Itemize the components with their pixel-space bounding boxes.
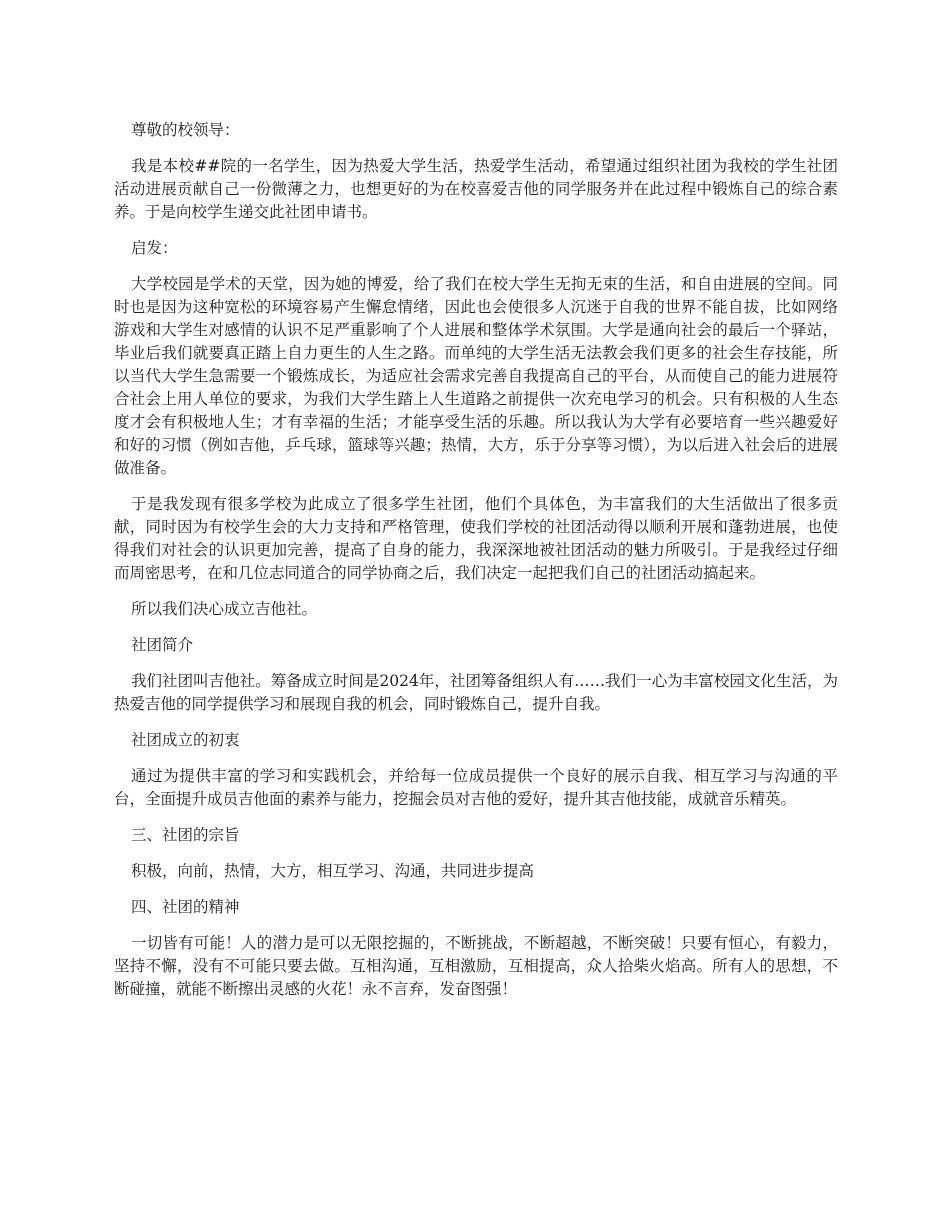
- inspiration-heading: 启发：: [131, 239, 178, 257]
- club-intro-heading: 社团简介: [131, 636, 194, 654]
- club-intro-paragraph: 我们社团叫吉他社。筹备成立时间是2024年，社团筹备组织人有……我们一心为丰富校园文化生活，为热爱吉他的同学提供学习和展现自我的机会，同时锻炼自己，提升自我。: [114, 672, 838, 713]
- spirit-heading: 四、社团的精神: [131, 898, 240, 916]
- decision-paragraph: 所以我们决心成立吉他社。: [131, 600, 318, 618]
- document-body: [114, 119, 838, 1014]
- purpose-paragraph: 通过为提供丰富的学习和实践机会，并给每一位成员提供一个良好的展示自我、相互学习与沟通的平台，全面提升成员吉他面的素养与能力，挖掘会员对吉他的爱好，提升其吉他技能，成就音乐精英。: [114, 767, 838, 808]
- tenet-heading: 三、社团的宗旨: [131, 826, 240, 844]
- spirit-paragraph: 一切皆有可能！人的潜力是可以无限挖掘的，不断挑战，不断超越，不断突破！只要有恒心，有毅力，坚持不懈，没有不可能只要去做。互相沟通，互相激励，互相提高，众人拾柴火焰高。所有人的思想，不断碰撞，就能不断擦出灵感的火花！永不言弃，发奋图强！: [114, 934, 838, 998]
- tenet-paragraph: 积极，向前，热情，大方，相互学习、沟通，共同进步提高: [131, 862, 535, 880]
- inspiration-paragraph-1: 大学校园是学术的天堂，因为她的博爱，给了我们在校大学生无拘无束的生活，和自由进展的空间。同时也是因为这种宽松的环境容易产生懈怠情绪，因此也会使很多人沉迷于自我的世界不能自拔，比如网络游戏和大学生对感情的认识不足严重影响了个人进展和整体学术氛围。大学是通向社会的最后一个驿站，毕业后我们就要真正踏上自力更生的人生之路。而单纯的大学生活无法教会我们更多的社会生存技能，所以当代大学生急需要一个锻炼成长，为适应社会需求完善自我提高自己的平台，从而使自己的能力进展符合社会上用人单位的要求，为我们大学生踏上人生道路之前提供一次充电学习的机会。只有积极的人生态度才会有积极地人生；才有幸福的生活；才能享受生活的乐趣。所以我认为大学有必要培育一些兴趣爱好和好的习惯（例如吉他，乒乓球，篮球等兴趣；热情，大方，乐于分享等习惯），为以后进入社会后的进展做准备。: [114, 275, 838, 477]
- salutation: 尊敬的校领导：: [131, 121, 240, 139]
- intro-paragraph: 我是本校##院的一名学生，因为热爱大学生活，热爱学生活动，希望通过组织社团为我校的学生社团活动进展贡献自己一份微薄之力，也想更好的为在校喜爱吉他的同学服务并在此过程中锻炼自己的综合素养。于是向校学生递交此社团申请书。: [114, 157, 838, 221]
- purpose-heading: 社团成立的初衷: [131, 731, 240, 749]
- inspiration-paragraph-2: 于是我发现有很多学校为此成立了很多学生社团，他们个具体色，为丰富我们的大生活做出了很多贡献，同时因为有校学生会的大力支持和严格管理，使我们学校的社团活动得以顺利开展和蓬勃进展，也使得我们对社会的认识更加完善，提高了自身的能力，我深深地被社团活动的魅力所吸引。于是我经过仔细而周密思考，在和几位志同道合的同学协商之后，我们决定一起把我们自己的社团活动搞起来。: [114, 495, 838, 582]
